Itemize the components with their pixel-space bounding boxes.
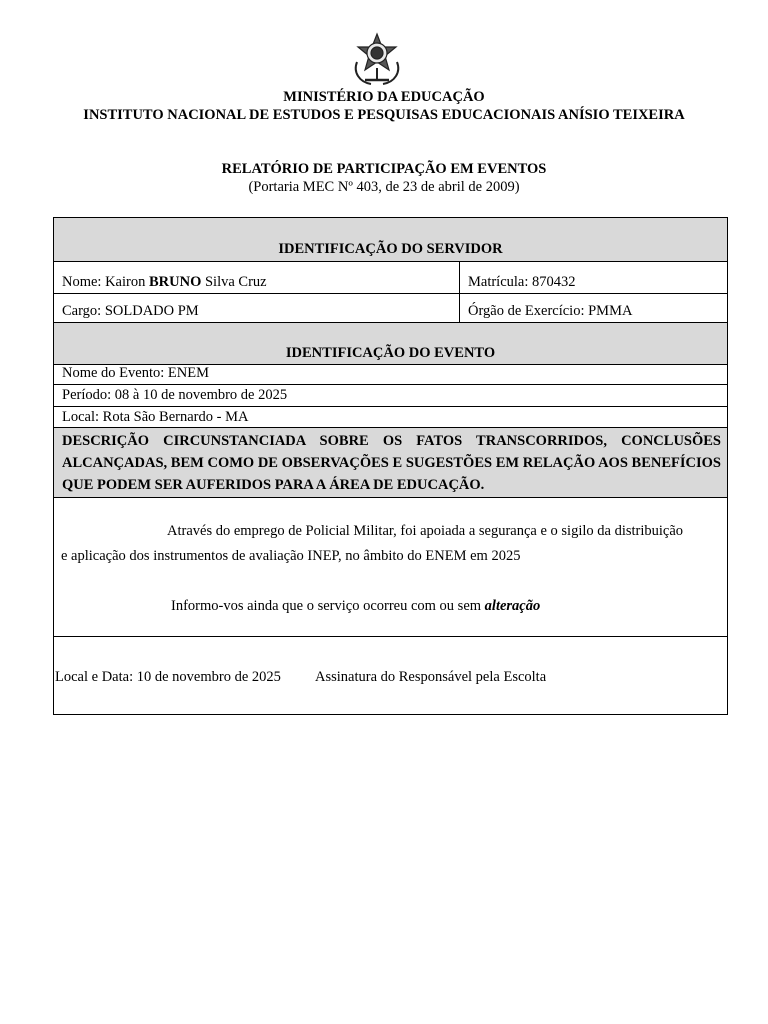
footer-local-data: Local e Data: 10 de novembro de 2025 [55,669,281,685]
info-prefix: Informo-vos ainda que o serviço ocorreu com ou sem [171,598,485,614]
servidor-cargo: Cargo: SOLDADO PM [62,303,199,319]
ministry-title: MINISTÉRIO DA EDUCAÇÃO [283,89,485,105]
servidor-section-title: IDENTIFICAÇÃO DO SERVIDOR [278,241,503,257]
info-emphasis: alteração [484,598,541,614]
report-title: RELATÓRIO DE PARTICIPAÇÃO EM EVENTOS [221,161,547,177]
evento-periodo: Período: 08 à 10 de novembro de 2025 [62,387,288,403]
coat-of-arms-icon [351,32,403,88]
descricao-paragraph-line1: Através do emprego de Policial Militar, foi apoiada a segurança e o sigilo da distribuição [167,523,684,539]
name-label: Nome: Kairon [62,274,149,290]
divider [54,497,727,498]
evento-local: Local: Rota São Bernardo - MA [62,409,249,425]
report-subtitle: (Portaria MEC Nº 403, de 23 de abril de 2009) [248,179,520,195]
servidor-orgao: Órgão de Exercício: PMMA [468,303,633,319]
column-divider [459,261,460,322]
divider [54,406,727,407]
divider [54,261,727,262]
footer-assinatura: Assinatura do Responsável pela Escolta [315,669,547,685]
servidor-name [62,274,267,291]
report-form [53,217,728,715]
descricao-heading: DESCRIÇÃO CIRCUNSTANCIADA SOBRE OS FATOS TRANSCORRIDOS, CONCLUSÕES ALCANÇADAS, BEM COMO DE OBSERVAÇÕES E SUGESTÕES EM RELAÇÃO AOS BENEFÍCIOS QUE PODEM SER AUFERIDOS PARA A ÁREA DE EDUCAÇÃO. [62,433,721,493]
servidor-matricula: Matrícula: 870432 [468,274,576,290]
descricao-paragraph-line2: e aplicação dos instrumentos de avaliação INEP, no âmbito do ENEM em 2025 [61,548,521,564]
name-rest: Silva Cruz [201,274,267,290]
divider [54,636,727,637]
descricao-info-line [171,598,540,615]
divider [54,293,727,294]
evento-section-title: IDENTIFICAÇÃO DO EVENTO [285,345,496,361]
divider [54,384,727,385]
institute-title: INSTITUTO NACIONAL DE ESTUDOS E PESQUISAS EDUCACIONAIS ANÍSIO TEIXEIRA [83,107,685,123]
evento-nome: Nome do Evento: ENEM [62,365,209,381]
name-bold: BRUNO [148,274,202,290]
